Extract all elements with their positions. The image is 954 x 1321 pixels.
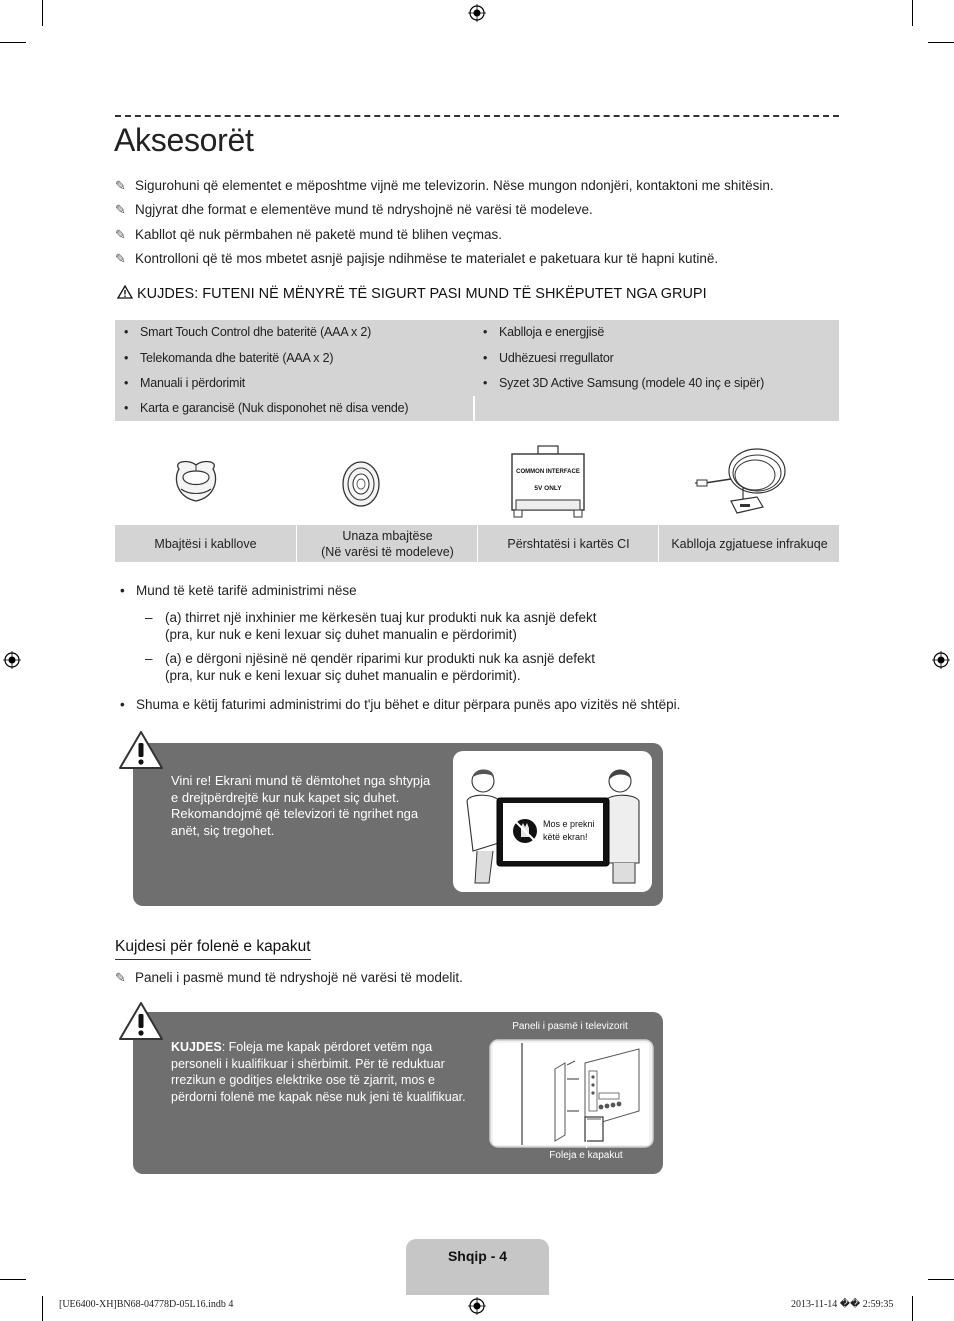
accessories-table — [115, 320, 839, 421]
list-item: • Karta e garancisë (Nuk disponohet në disa vende) — [124, 401, 409, 415]
pencil-note-icon: ✎ — [115, 227, 126, 242]
fee-sum: • Shuma e këtij faturimi administrimi do t'ju bëhet e ditur përpara punës apo vizitës në shtëpi. — [120, 697, 681, 712]
list-item: • Telekomanda dhe bateritë (AAA x 2) — [124, 351, 334, 365]
page-title: Aksesorët — [114, 122, 254, 158]
screen-warning-label: Mos e prekni këtë ekran! — [543, 819, 595, 842]
tv-lifting-illustration — [453, 751, 652, 892]
caution-heading: KUJDES: FUTENI NË MËNYRË TË SIGURT PASI MUND TË SHKËPUTET NGA GRUPI — [117, 285, 707, 302]
footer-timestamp: 2013-11-14 �� 2:59:35 — [791, 1299, 894, 1310]
note-item: ✎ Paneli i pasmë mund të ndryshojë në varësi të modelit. — [115, 970, 463, 985]
list-item: • Udhëzuesi rregullator — [483, 351, 614, 365]
crop-mark — [912, 0, 913, 26]
page-number-tab — [406, 1239, 549, 1295]
registration-mark-icon — [932, 651, 950, 669]
fee-dash: – — [145, 651, 153, 666]
crop-mark — [928, 42, 954, 43]
pencil-note-icon: ✎ — [115, 970, 126, 985]
crop-mark — [42, 1296, 43, 1321]
back-panel-illustration — [489, 1039, 655, 1149]
fee-item: (a) thirret një inxhinier me kërkesën tuaj kur produkti nuk ka asnjë defekt (pra, kur nuk e keni lexuar siç duhet manualin e përdorimit) — [165, 610, 597, 642]
pencil-note-icon: ✎ — [115, 202, 126, 217]
pencil-note-icon: ✎ — [115, 178, 126, 193]
pencil-note-icon: ✎ — [115, 251, 126, 266]
caption-cell: Mbajtësi i kabllove — [154, 536, 257, 551]
caption-cell: Kablloja zgjatuese infrakuqe — [671, 536, 828, 551]
warning-text: Vini re! Ekrani mund të dëmtohet nga shtypja e drejtpërdrejtë kur nuk kapet siç duhet. Rekomandojmë që televizori të ngrihet nga anët, siç tregohet. — [171, 773, 431, 838]
warning-text: KUJDES: Foleja me kapak përdoret vetëm nga personeli i kualifikuar i shërbimit. Për të reduktuar rrezikun e goditjes elektrike ose të zjarrit, mos e përdorni folenë me kapak nëse nuk jeni të kualifikuar. — [171, 1040, 466, 1104]
warning-triangle-icon — [118, 730, 164, 770]
crop-mark — [928, 1279, 954, 1280]
ir-extender-cable-icon — [695, 443, 791, 523]
table-divider — [473, 396, 475, 421]
note-item: ✎ Kabllot që nuk përmbahen në paketë mund të blihen veçmas. — [115, 227, 502, 242]
crop-mark — [42, 0, 43, 26]
callout-line — [586, 1118, 587, 1148]
fee-intro: • Mund të ketë tarifë administrimi nëse — [120, 583, 357, 598]
registration-mark-icon — [468, 1297, 486, 1315]
ci-card-adapter-icon — [508, 444, 588, 522]
ci-card-label: 5V ONLY — [534, 485, 562, 492]
back-panel-label: Paneli i pasmë i televizorit — [512, 1021, 628, 1032]
cable-holder-icon — [171, 457, 221, 507]
list-item: • Manuali i përdorimit — [124, 376, 246, 390]
list-item: • Syzet 3D Active Samsung (modele 40 inç e sipër) — [483, 376, 765, 390]
fee-item: (a) e dërgoni njësinë në qendër riparimi kur produkti nuk ka asnjë defekt (pra, kur nuk e keni lexuar siç duhet manualin e përdorimit). — [165, 651, 595, 683]
warning-triangle-icon — [117, 285, 133, 299]
fee-dash: – — [145, 610, 153, 625]
accessory-images — [115, 435, 839, 525]
crop-mark — [0, 1279, 26, 1280]
warning-triangle-icon — [118, 1001, 164, 1041]
holder-ring-icon — [339, 459, 383, 509]
footer-file-info: [UE6400-XH]BN68-04778D-05L16.indb 4 — [59, 1299, 234, 1310]
section-heading: Kujdesi për folenë e kapakut — [115, 938, 311, 960]
captions-row — [115, 525, 839, 562]
crop-mark — [912, 1296, 913, 1321]
crop-mark — [0, 42, 26, 43]
caption-cell: Përshtatësi i kartës CI — [507, 536, 630, 551]
registration-mark-icon — [3, 651, 21, 669]
title-divider — [115, 115, 839, 117]
slot-label: Foleja e kapakut — [549, 1150, 623, 1161]
list-item: • Kablloja e energjisë — [483, 325, 605, 339]
page-number: Shqip - 4 — [447, 1248, 508, 1264]
note-item: ✎ Kontrolloni që të mos mbetet asnjë pajisje ndihmëse te materialet e paketuara kur të hapni kutinë. — [115, 251, 719, 266]
registration-mark-icon — [468, 4, 486, 22]
caption-cell: Unaza mbajtëse (Në varësi të modeleve) — [321, 528, 454, 559]
note-item: ✎ Ngjyrat dhe format e elementëve mund të ndryshojnë në varësi të modeleve. — [115, 202, 593, 217]
list-item: • Smart Touch Control dhe bateritë (AAA x 2) — [124, 325, 372, 339]
note-item: ✎ Sigurohuni që elementet e mëposhtme vijnë me televizorin. Nëse mungon ndonjëri, kontaktoni me shitësin. — [115, 178, 774, 193]
ci-card-label: COMMON INTERFACE — [516, 469, 580, 475]
